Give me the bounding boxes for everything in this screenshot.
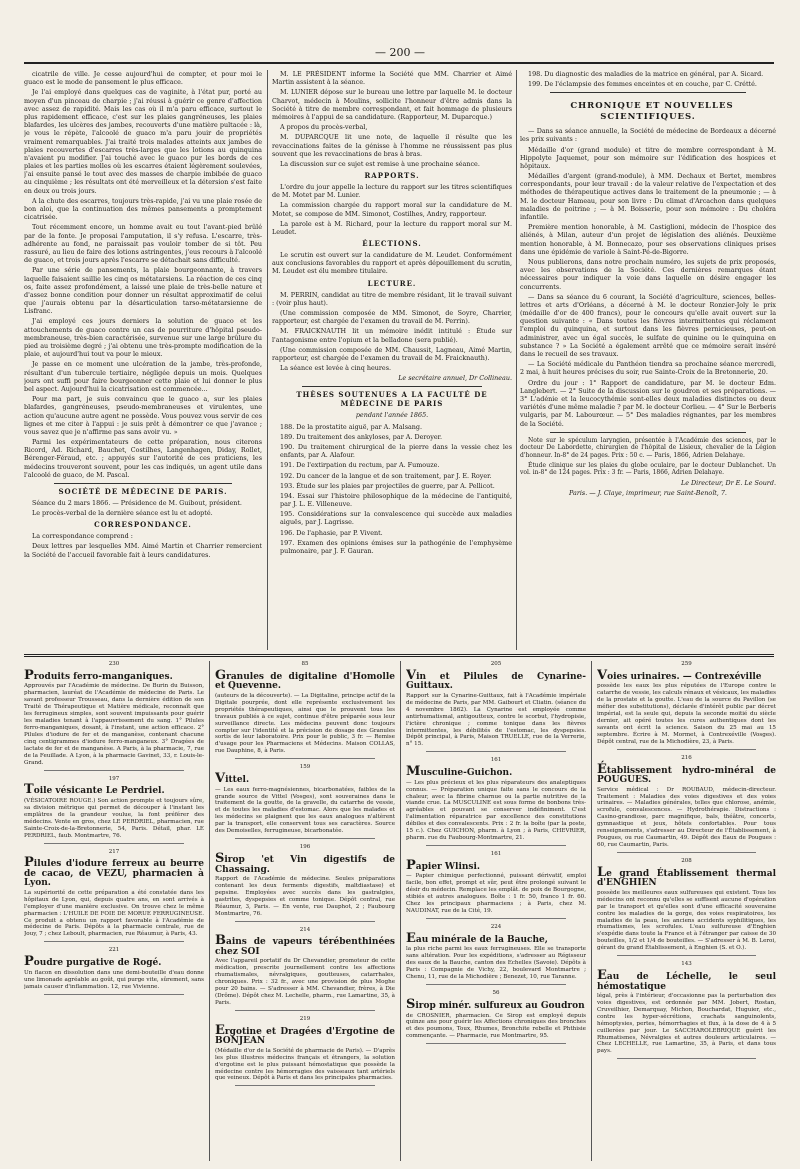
advertisement xyxy=(406,661,586,752)
paragraph: M. LE PRÉSIDENT informe la Société que MM. Charrier et Aimé Martin assistent à la séance. xyxy=(272,70,512,87)
column-1 xyxy=(24,70,262,650)
advertisement xyxy=(215,764,395,839)
ad-number: 196 xyxy=(299,844,311,851)
correspondence-text: La correspondance comprend : xyxy=(32,532,133,541)
paragraph: A propos du procès-verbal, xyxy=(280,123,368,132)
ad-title: Sirop 'et Vin digestifs de Chassaing. xyxy=(215,850,395,875)
ad-number: 230 xyxy=(108,661,120,667)
thesis-item: 188. De la prostatite aiguë, par A. Malsang. xyxy=(280,422,423,431)
ad-title: Pilules d'iodure ferreux au beurre de cacao, de VEZU, pharmacien à Lyon. xyxy=(24,855,204,889)
book-note-1: Note sur le spéculum laryngien, présentée à l'Académie des sciences, par le docteur De Labordette, chirurgien de l'hôpital de Lisieux, chevalier de la Légion d'honneur. In-8° de 24 pages. Prix : 50 c. — Paris, 1866, Adrien Delahaye. xyxy=(520,436,776,460)
column-3 xyxy=(520,70,776,650)
ad-title: Granules de digitaline d'Homolle et Quevenne. xyxy=(215,667,395,692)
ad-separator xyxy=(426,845,566,846)
chronicle-item: — Dans sa séance annuelle, la Société de médecine de Bordeaux a décerné les prix suivants : xyxy=(520,127,776,144)
ad-separator xyxy=(426,984,566,985)
advertisement xyxy=(406,851,586,919)
paragraph: M. LUNIER dépose sur le bureau une lettre par laquelle M. le docteur Charvot, médecin à Moulins, sollicite l'honneur d'être admis dans la Société à titre de membre correspondant, et fait hommage de plusieurs mémoires à l'appui de sa candidature. (Rapporteur, M. Duparcque.) xyxy=(272,88,512,121)
ad-body: — Les plus précieux et les plus réparateurs des analeptiques connus. — Préparation unique faite sans le concours de la chaleur, avec la fibrine charnue ou la partie nutritive de la viande crue. La MUSCULINE est sous forme de bonbons très-agréables et pouvant se conserver indéfiniment. C'est l'alimentation réparatrice par excellence des constitutions débiles et des convalescents. Prix : 2 fr. la boîte (par la poste, 15 c.). Chez GUICHON, pharm. à Lyon ; à Paris, CHEVRIER, pharm. rue du Faubourg-Montmartre, 21. xyxy=(406,779,586,842)
book-note-2: Étude clinique sur les plaies du globe oculaire, par le docteur Dublanchet. Un vol. in-8° de 124 pages. Prix : 3 fr. — Paris, 1866, Adrien Delahaye. xyxy=(520,461,776,477)
advertisement xyxy=(406,757,586,846)
ad-title: Toile vésicante Le Perdriel. xyxy=(24,782,165,798)
ad-separator xyxy=(426,751,566,752)
chronicle-list xyxy=(520,127,776,428)
elections-text: Le scrutin est ouvert sur la candidature de M. Leudet. Conformément aux conclusions favorables du rapport et après dépouillement du scrutin, M. Leudet est élu membre titulaire. xyxy=(272,251,512,276)
paragraph: M. DUPARCQUE lit une note, de laquelle il résulte que les revaccinations faites de la génisse à l'homme ne réussissent pas plus souvent que les revaccinations de bras à bras. xyxy=(272,133,512,158)
ad-title: Poudre purgative de Rogé. xyxy=(24,954,162,970)
advertisement xyxy=(406,990,586,1044)
lecture-item: (Une commission composée de MM. Simonot, de Soyre, Charrier, rapporteur, est chargée de l'examen du travail de M. Perrin). xyxy=(272,308,512,326)
ad-body: Avec l'appareil portatif du Dr Chevandier, promoteur de cette médication, prescrite journellement contre les affections rhumatismales, névralgiques, goutteuses, catarrhales, chroniques. Prix : 32 fr., avec une provision de plus Moghe pour 20 bains. — S'adresser à MM. Chevandier, frères, à Die (Drôme). Dépôt chez M. Lechelle, pharm., rue Lamartine, 35, à Paris. xyxy=(215,958,395,1006)
column-rule xyxy=(400,661,401,1161)
ad-title: Ergotine et Dragées d'Ergotine de BONJEAN xyxy=(215,1022,395,1047)
ad-title: Établissement hydro-minéral de POUGUES. xyxy=(597,761,776,786)
ad-body: (VÉSICATOIRE ROUGE.) Son action prompte et toujours sûre, sa division métrique qui permet de découper à l'instant les emplâtres de la grandeur voulue, la font préférer des médecins. Vente en gros, chez LE PERDRIEL, pharmacien, rue Sainte-Croix-de-la-Bretonnerie, 54, Paris. Détail, phar. LE PERDRIEL, faub. Montmartre, 76. xyxy=(24,797,204,839)
ad-title: Produits ferro-manganiques. xyxy=(24,667,173,683)
ad-body: possède les eaux les plus réputées de l'Europe contre le catarrhe de vessie, les calculs rénaux et vésicaux, les maladies de la prostate et la goutte. L'eau de la source du Pavillon (se méfier des substitutions), déclarée d'intérêt public par décret impérial, est la seule qui, depuis la seconde moitié du siècle dernier, ait opéré toutes les cures authentiques dont les savants ont écrit la science. Saison du 25 mai au 15 septembre. Écrire à M. Mormet, à Contrexéville (Vosges). Dépôt central, rue de la Michodière, 23, à Paris. xyxy=(597,683,776,745)
column-rule xyxy=(209,661,210,1161)
ad-number: 217 xyxy=(108,848,120,855)
advertisement xyxy=(215,661,395,759)
thesis-item: 192. Du cancer de la langue et de son traitement, par J. E. Royer. xyxy=(280,471,492,480)
ad-number: 161 xyxy=(490,851,502,858)
ad-title: Eau minérale de la Bauche, xyxy=(406,930,548,946)
advertisement xyxy=(597,858,776,956)
thesis-item: 197. Examen des opinions émises sur la pathogénie de l'emphysème pulmonaire, par J. F. Gauran. xyxy=(280,538,512,556)
ad-body: La supériorité de cette préparation a été constatée dans les hôpitaux de Lyon, qui, depuis quatre ans, en sont arrivés à l'employer d'une manière exclusive. On trouve chez le même pharmacien : L'HUILE DE FOIE DE MORUE FERRUGINEUSE. Ce produit a obtenu un rapport favorable à l'Académie de médecine de Paris. Dépôts à la pharmacie centrale, rue de Jouy, 7 ; chez Leboult, pharmacien, rue Réaumur, à Paris, 43. xyxy=(24,889,204,938)
thesis-item: 193. Étude sur les plaies par projectiles de guerre, par A. Pellicot. xyxy=(280,481,495,490)
ad-number: 159 xyxy=(299,764,311,771)
ad-separator xyxy=(617,955,756,956)
ad-separator xyxy=(44,770,184,771)
chronicle-item: — La Société médicale du Panthéon tiendra sa prochaine séance mercredi, 2 mai, à huit heures précises du soir, rue Sainte-Croix de la Bretonnerie, 20. xyxy=(520,360,776,377)
ad-number: 216 xyxy=(681,754,692,761)
thesis-item: 189. Du traitement des ankyloses, par A. Deroyer. xyxy=(280,432,443,441)
ads-rule xyxy=(24,654,774,657)
thesis-item: 198. Du diagnostic des maladies de la matrice en général, par A. Sicard. xyxy=(528,70,764,78)
theses-subheading: pendant l'année 1865. xyxy=(355,411,429,420)
correspondence-detail: Deux lettres par lesquelles MM. Aimé Martin et Charrier remercient la Société de l'accueil favorable fait à leurs candidatures. xyxy=(24,542,262,559)
column-rule xyxy=(516,70,517,650)
ad-title: Vittel. xyxy=(215,771,250,786)
thesis-item: 190. Du traitement chirurgical de la pierre dans la vessie chez les enfants, par A. Alafour. xyxy=(280,442,512,460)
column-2 xyxy=(272,70,512,650)
ad-number: 219 xyxy=(299,1015,311,1022)
printer-line: Paris. — J. Claye, imprimeur, rue Saint-Benoît, 7. xyxy=(569,489,727,498)
divider xyxy=(302,386,482,387)
column-3-paragraphs xyxy=(520,70,776,88)
ad-body: Approuvés par l'Académie de médecine. De Burin du Buisson, pharmacien, lauréat de l'Académie de médecine de Paris. Le savant professeur Trousseau, dans la dernière édition de son Traité de Thérapeutique et Matière médicale, reconnaît que les ferrugineux simples, sont souvent impuissants pour guérir les maladies tenant à l'appauvrissement du sang. 1° Pilules ferro-manganiques, dosant, à l'instant, une action efficace. 2° Pilules d'iodure de fer et de manganèse, contenant chacune cinq centigrammes d'iodure ferro-manganeux. 3° Dragées de lactate de fer et de manganèse. A Paris, à la pharmacie, 7, rue de la Feuillade. A Lyon, à la pharmacie Gavinet, 33, r. Louis-le-Grand. xyxy=(24,683,204,766)
page-number: — 200 — xyxy=(375,46,425,59)
ad-body: Service médical : Dr ROUBAUD, médecin-directeur. Traitement : Maladies des voies digestives et des voies urinaires. — Maladies générales, telles que chlorose, anémie, scrofule, convalescences. — Hydrothérapie. Distractions : Casino-grandiose, parc magnifique, bals, théâtre, concerts, gymnastique et jeux, hôtels confortables. Pour tous renseignements, s'adresser au Directeur de l'Établissement, à Pougues, ou rue Caumartin, 49. Dépôt des Eaux de Pougues : 60, rue Caumartin, Paris. xyxy=(597,786,776,849)
advertisement xyxy=(24,947,204,994)
ad-body: (auteurs de la découverte). — La Digitaline, principe actif de la Digitale pourprée, dont elle représente exclusivement les propriétés thérapeutiques, ainsi que le prouvent tous les travaux publiés à ce sujet, continue d'être préparée sous leur surveillance directe. Les médecins peuvent donc toujours compter sur l'identité et la précision de dosage des Granules sortis de leur laboratoire. Prix pour le public, 3 fr. — Remise d'usage pour les Pharmaciens et Médecins. Maison COLLAS, rue Dauphine, 8, à Paris. xyxy=(215,692,395,755)
ad-number: 221 xyxy=(108,947,120,954)
lecture-heading: LECTURE. xyxy=(367,278,417,288)
report-item: La commission chargée du rapport moral sur la candidature de M. Motet, se compose de MM. Simonot, Costilhes, Andry, rapporteur. xyxy=(272,201,512,218)
ad-title: Le grand Établissement thermal d'ENGHIEN xyxy=(597,864,776,889)
ad-body: — Les eaux ferro-magnésiennes, bicarbonatées, faibles de la grande source de Vittel (Vosges), sont souveraines dans le traitement de la goutte, de la gravelle, du catarrhe de vessie, et de toutes les maladies d'estomac. Alors que les malades et les médecins se plaignent que les eaux analogues n'altèrent par la transport, elle conservent tous ses caractères. Source des Demoiselles, ferrugineuse, bicarbonatée. xyxy=(215,786,395,835)
advertisement xyxy=(406,924,586,985)
advertisement xyxy=(24,661,204,771)
lecture-item: (Une commission composée de MM. Chaussit, Lagneau, Aimé Martin, rapporteur, est chargée de l'examen du travail de M. Fraicknauth). xyxy=(272,345,512,362)
ad-title: Voies urinaires. — Contrexéville xyxy=(597,667,762,683)
ad-separator xyxy=(617,749,756,750)
paragraph: A la chute des escarres, toujours très-rapide, j'ai vu une plaie rosée de bon aloi, que la continuation des mêmes pansements a promptement cicatrisée. xyxy=(24,196,262,222)
top-rule xyxy=(24,62,774,64)
society-heading: SOCIÉTÉ DE MÉDECINE DE PARIS. xyxy=(58,487,228,496)
advertisement xyxy=(597,961,776,1059)
ad-title: Papier Wlinsi. xyxy=(406,857,481,873)
ad-number: 197 xyxy=(108,775,120,782)
paragraph: Tout récemment encore, un homme avait eu tout l'avant-pied brûlé par de la fonte. Je proposai l'amputation, il s'y refusa. L'escarre, très-adhérente au fond, ne paraissait pas vouloir tomber de si tôt. Peu rassuré, au lieu de faire des lotions astringentes, j'eus recours à l'alcoolé de guaco, et trois jours après l'escarre se détachait sans difficulté. xyxy=(24,223,262,265)
advertisement xyxy=(597,755,776,853)
thesis-item: 196. De l'aphasie, par P. Vivent. xyxy=(280,528,383,537)
ad-number: 259 xyxy=(681,661,692,667)
ad-separator xyxy=(426,1043,566,1044)
ad-body: légal, près à l'intérieur, d'occasionne pas la perturbation des voies digestives, est ordonnée par MM. Jobert, Rostan, Cruveilhier, Demarquay, Michon, Bouchardat, Huguier, etc., contre les hyper-sécrétions, crachats sanguinolents, hémoptysies, pertes, hémorrhagies et flux, à la dose de 4 à 5 cuillerées par jour. Le SACCHAROLEBRIQUE guérit les Rhumatismes, Névralgies et autres douleurs articulaires. — Chez LECHELLE, rue Lamartine, 35, à Paris, et dans tous pays. xyxy=(597,993,776,1055)
ad-separator xyxy=(617,1058,756,1059)
paragraph: Parmi les expérimentateurs de cette préparation, nous citerons Ricord, Ad. Richard, Bauchet, Costilhes, Langenhagen, Diday, Rollet, Bérenger-Féraud, etc. ; appuyés sur l'autorité de ces praticiens, les médecins trouveront souvent, pour les cas indiqués, un agent utile dans l'alcoolé de guaco, de M. Pascal. xyxy=(24,438,262,479)
chronicle-item: Première mention honorable, à M. Castiglioni, médecin de l'hospice des aliénés, à Milan, auteur d'un projet de législation des aliénés. Deuxième mention honorable, à M. Bonnecazo, pour ses observations cliniques prises dans une épidémie de variole à Saint-Pé-de-Bigorre. xyxy=(520,223,776,256)
elections-heading: ÉLECTIONS. xyxy=(362,239,422,249)
ad-number: 224 xyxy=(490,924,502,930)
paragraph: cicatrile de ville. Je cesse aujourd'hui de compter, et pour moi le guaco est le mode de pansement le plus efficace. xyxy=(24,70,262,87)
paragraph: J'ai employé ces jours derniers la solution de guaco et les attouchements de guaco contre un cas de pourriture d'hôpital pseudo-membraneuse, très-bien caractérisée, survenue sur une large brûlure du pied au troisième degré ; j'ai obtenu une très-prompte modification de la plaie, et aujourd'hui tout va pour le mieux. xyxy=(24,317,262,359)
ad-number: 214 xyxy=(299,926,311,933)
advertisement xyxy=(24,776,204,844)
column-2-paragraphs xyxy=(272,70,512,168)
column-rule xyxy=(591,661,592,1161)
secretary-signature: Le secrétaire annuel, Dr Collineau. xyxy=(398,374,512,383)
ad-number: 85 xyxy=(301,661,309,667)
paragraph: Pour ma part, je suis convaincu que le guaco a, sur les plaies blafardes, gangréneuses, pseudo-membraneuses et virulentes, une action qu'aucune autre agent ne possède. Vous pouvez vous servir de ces lignes et me citer à l'appui : je suis prêt à démontrer ce que j'avance ; vous savez que je n'affirme pas sans avoir vu. » xyxy=(24,395,262,436)
paragraph: Je l'ai employé dans quelques cas de vaginite, à l'état pur, porté au moyen d'un pinceau de charpie ; j'ai réussi à guérir ce genre d'affection avec assez de rapidité. Mais les cas où il m'a paru efficace, surtout le plus rapidement efficace, c'est sur les plaies gangréneuses, les plaies blafardes, les ulcères des jambes, recouverts d'une matière pultacée : là, je vous le répète, l'alcoolé de guaco m'a paru jouir de propriétés vraiment remarquables. J'ai traité trois malades atteints aux jambes de plaies recouvertes d'escarres très-larges que les lotions au quinquina n'avaient pu modifier. J'ai touché avec le guaco pur les bords de ces plaies et les parties molles où les escarres étaient légèrement soulevées, j'ai ensuite pansé le tout avec des masses de charpie imbibée de guaco au cinquième ; les résultats ont été merveilleux et la détersion s'est faite en deux ou trois jours. xyxy=(24,88,262,195)
ad-separator xyxy=(235,921,375,922)
divider xyxy=(550,92,746,93)
paragraph: Je passe en ce moment une ulcération de la jambe, très-profonde, résultant d'un tubercule tertiaire, négligée depuis un mois. Quelques jours ont suffi pour faire bourgeonner cette plaie et lui donner le plus bel aspect. Aujourd'hui la cicatrisation est commencée... xyxy=(24,360,262,393)
paragraph: La discussion sur ce sujet est remise à une prochaine séance. xyxy=(280,159,480,168)
ad-number: 143 xyxy=(681,961,692,968)
lecture-item: M. FRAICKNAUTH lit un mémoire inédit intitulé : Étude sur l'antagonisme entre l'opium et la belladone (sera publié). xyxy=(272,327,512,344)
ad-separator xyxy=(235,1085,375,1086)
chronicle-item: Ordre du jour : 1° Rapport de candidature, par M. le docteur Edm. Langlebert. — 2° Suite de la discussion sur le goudron et ses préparations. — 3° L'adénie et la leucocythémie sont-elles deux maladies distinctes ou deux variétés d'une même maladie ? par M. le docteur Corlieu. — 4° Sur le Berberis vulgaris, par M. Labourœur. — 5° Des maladies régnantes, par les membres de la Société. xyxy=(520,378,776,428)
correspondence-heading: CORRESPONDANCE. xyxy=(94,520,192,530)
ad-body: Un flacon en dissolution dans une demi-bouteille d'eau donne une limonade agréable au goût, qui purge vite, sûrement, sans jamais causer d'inflammation. 12, rue Vivienne. xyxy=(24,969,204,990)
lecture-item: La séance est levée à cinq heures. xyxy=(280,364,392,373)
ad-separator xyxy=(44,994,184,995)
ad-number: 56 xyxy=(492,990,500,997)
society-pv: Le procès-verbal de la dernière séance est lu et adopté. xyxy=(32,509,213,518)
thesis-item: 195. Considérations sur la convalescence qui succède aux maladies aiguës, par J. Lagrisse. xyxy=(280,510,512,527)
ads-column-4 xyxy=(597,661,776,1161)
director-signature: Le Directeur, Dr E. Le Sourd. xyxy=(680,479,776,488)
advertisement xyxy=(215,1016,395,1087)
chronicle-heading: CHRONIQUE ET NOUVELLES SCIENTIFIQUES. xyxy=(570,101,734,123)
chronicle-item: Médaille d'or (grand module) et titre de membre correspondant à M. Hippolyte Jaquemet, pour son mémoire sur l'édification des hospices et hôpitaux. xyxy=(520,145,776,170)
reports-list xyxy=(272,183,512,236)
chronicle-item: Nous publierons, dans notre prochain numéro, les sujets de prix proposés, avec les observations de la Société. Ces dernières remarques étant nécessaires pour indiquer la voie dans laquelle on désire engager les concurrents. xyxy=(520,257,776,291)
ad-number: 205 xyxy=(490,661,502,667)
ad-number: 161 xyxy=(490,757,502,764)
theses-list xyxy=(272,423,512,556)
ads-column-1 xyxy=(24,661,204,1161)
chronicle-item: — Dans sa séance du 6 courant, la Société d'agriculture, sciences, belles-lettres et arts d'Orléans, a décerné à M. le docteur Ronzier-Joly le prix (médaille d'or de 400 francs), pour le concours qu'elle avait ouvert sur la question suivante : « Dans toutes les fièvres intermittentes qui réclament l'emploi du quinquina, et surtout dans les fièvres pernicieuses, peut-on administrer, avec un égal succès, le sulfate de quinine ou le quinquina en substance ? » La Société a également arrêté que ce mémoire serait inséré dans le recueil de ses travaux. xyxy=(520,292,776,358)
advertisement xyxy=(215,927,395,1011)
advertisement xyxy=(215,844,395,921)
ad-title: Vin et Pilules de Cynarine-Guittaux. xyxy=(406,667,586,692)
ad-body: Rapport de l'Académie de médecine. Seules préparations contenant les deux ferments digestifs, maltdiastase) et pepsine. Employées avec succès dans les gastralgies, gastrites, dyspepsies et comme tonique. Dépôt central, rue Réaumur, 3, Paris. — En vente, rue Dauphot, 2 ; Faubourg Montmartre, 76. xyxy=(215,875,395,917)
ad-title: Eau de Léchelle, le seul hémostatique xyxy=(597,967,776,992)
divider xyxy=(550,432,746,433)
paragraph: Par une série de pansements, la plaie bourgeonnante, à travers laquelle faisaient saillie les cinq os métatarsiens. La réaction de ces cinq os, faite assez profondément, a laissé une plaie de très-belle nature et d'assez bonne condition pour donner un résultat approximatif de celui que j'aurais obtenu par la désarticulation tarso-métatarsienne de Lisfranc. xyxy=(24,266,262,316)
chronicle-item: Médailles d'argent (grand-module), à MM. Dechaux et Bertet, membres correspondants, pour leur travail : de la valeur relative de l'expectation et des méthodes de thérapeutique actives dans le traitement de la pneumonie ; — à M. le docteur Hameau, pour son livre : Du climat d'Arcachon dans quelques maladies de poitrine ; — à M. Boisserie, pour son mémoire : Du choléra infantile. xyxy=(520,172,776,221)
reports-heading: RAPPORTS. xyxy=(364,171,420,181)
ad-body: — Papier chimique perfectionné, puissant dérivatif, emploi facile, bon effet, prompt et sûr, peut être prolongé suivant le désir du médecin. Remplace les emplât. de poix de Bourgogne, stibiés et autres analogues. Boîte : 1 fr. 50, franco 1 fr. 60. Chez les principaux pharmaciens ; à Paris, chez M. NAUDINAT, rue de la Cité, 19. xyxy=(406,873,586,915)
ad-separator xyxy=(617,852,756,853)
society-intro: Séance du 2 mars 1866. — Présidence de M. Guibout, président. xyxy=(32,498,242,507)
ads-column-3 xyxy=(406,661,586,1161)
ad-number: 208 xyxy=(681,857,692,864)
ad-title: Musculine-Guichon. xyxy=(406,764,513,780)
ad-title: Sirop minér. sulfureux au Goudron xyxy=(406,996,585,1012)
ad-body: la plus riche parmi les eaux ferrugineuses. Elle se transporte sans altération. Pour les expéditions, s'adresser au Régisseur des eaux de la Bauche, canton des Echelles (Savoie). Dépôts à Paris : Compagnie de Vichy, 22, boulevard Montmartre ; Chenu, 11, rue de la Michodière ; Benezet, 10, rue Taranne. xyxy=(406,946,586,981)
ad-separator xyxy=(235,758,375,759)
lecture-list xyxy=(272,291,512,373)
divider xyxy=(54,483,232,484)
ad-body: Rapport sur la Cynarine-Guittaux, fait à l'Académie impériale de médecine de Paris, par MM. Gaibourt et Cliatin. (séance du 4 novembre 1862). La Cynarine est employée comme antirhumatismal, antigoutteux, contre le scorbut, l'hydropisie, l'ictère chronique ; comme tonique dans les fièvres intermittentes, les débilités de l'estomac, les dyspepsies. Dépôt principal, à Paris, Maison TRUELLE, rue de la Verrerie, n° 15. xyxy=(406,692,586,748)
column-1-paragraphs xyxy=(24,70,262,479)
ad-separator xyxy=(235,1010,375,1011)
advertisement xyxy=(597,661,776,750)
ad-body: (Médaille d'or de la Société de pharmacie de Paris). — D'après les plus illustres médecins français et étrangers, la solution d'ergotine est le plus puissant hémostatique que possède la médecine contre les hémorragies des vaisseaux tant artériels que veineux. Dépôt à Paris et dans les principales pharmacies. xyxy=(215,1047,395,1082)
report-item: L'ordre du jour appelle la lecture du rapport sur les titres scientifiques de M. Motet par M. Lunier. xyxy=(272,183,512,200)
report-item: La parole est à M. Richard, pour la lecture du rapport moral sur M. Leudet. xyxy=(272,219,512,236)
ads-column-2 xyxy=(215,661,395,1161)
thesis-item: 191. De l'extirpation du rectum, par A. Fumouze. xyxy=(280,461,440,470)
ad-separator xyxy=(44,843,184,844)
thesis-item: 194. Essai sur l'histoire philosophique de la médecine de l'antiquité, par J. L. E. Villeneuve. xyxy=(280,491,512,509)
ad-body: de CROSNIER, pharmacien. Ce Sirop est employé depuis quinze ans pour guérir les Affections chroniques des bronches et des poumons, Toux, Rhumes, Bronchite rebelle et Phthisie commençante. — Pharmacie, rue Montmartre, 95. xyxy=(406,1012,586,1040)
ad-separator xyxy=(426,918,566,919)
lecture-item: M. PERRIN, candidat au titre de membre résidant, lit le travail suivant : (voir plus haut). xyxy=(272,290,512,307)
thesis-item: 199. De l'éclampsie des femmes enceintes et en couche, par C. Crétté. xyxy=(528,80,757,89)
ad-separator xyxy=(235,838,375,839)
ad-body: possède les meilleures eaux sulfureuses qui existent. Tous les médecins ont reconnu qu'elles se suffisent aucune d'opération par le transport et qu'elles sont d'une efficacité souveraine contre les maladies de la gorge, des voies respiratoires, les maladies de la peau, les anciens accidents syphilitiques, les rhumatismes, les scrofules. L'eau sulfureuse d'Enghien s'expédie dans toute la France et à l'étranger par caisse de 30 bouteilles, 1/2 et 1/4 de bouteilles. — S'adresser à M. B. Leroi, gérant du grand Établissement, à Enghien (S. et O.). xyxy=(597,889,776,952)
advertisement xyxy=(24,849,204,943)
ad-title: Bains de vapeurs térébenthinées chez SOI xyxy=(215,933,395,957)
column-rule xyxy=(267,70,268,650)
theses-heading: THÈSES SOUTENUES A LA FACULTÉ DE MÉDECINE DE PARIS xyxy=(296,390,488,409)
ad-separator xyxy=(44,941,184,942)
